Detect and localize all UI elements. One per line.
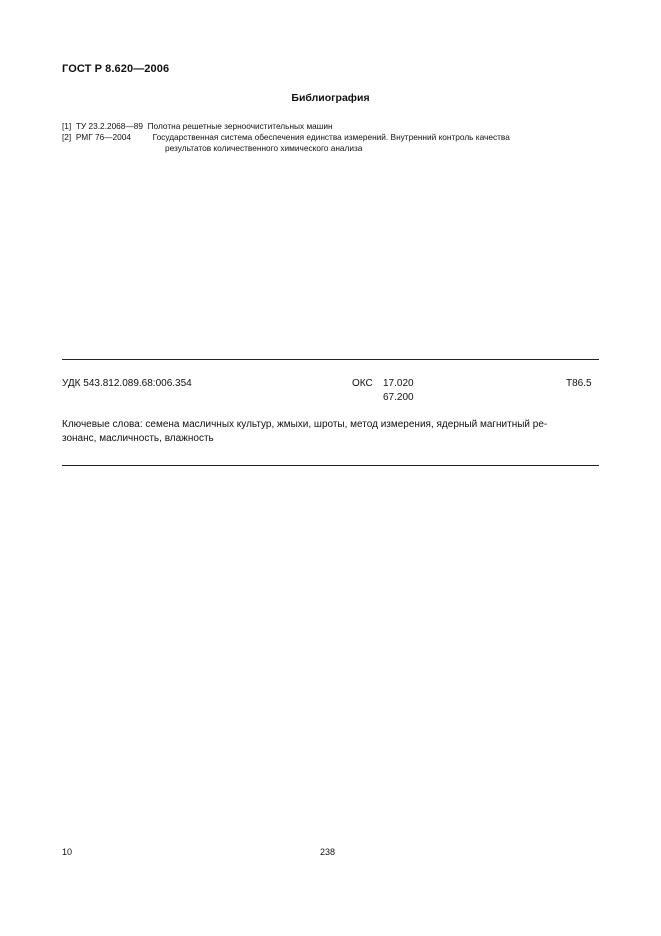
keywords-line-2: зонанс, масличность, влажность [62, 432, 214, 444]
keywords-line-1: Ключевые слова: семена масличных культур, жмыхи, шроты, метод измерения, ядерный магнитный ре- [62, 419, 548, 430]
bibliography-entry-2 [62, 132, 510, 143]
udk-code: УДК 543.812.089.68:006.354 [62, 378, 192, 389]
ref-title: Полотна решетные зерноочистительных машин [147, 121, 333, 131]
ref-number: [1] [62, 121, 72, 131]
oks-code-2: 67.200 [383, 392, 414, 403]
bibliography-entry-1 [62, 121, 333, 132]
oks-label: ОКС [352, 378, 373, 389]
t-classification-code: Т86.5 [566, 378, 592, 389]
ref-number: [2] [62, 132, 72, 142]
ref-title-continuation: результатов количественного химического анализа [165, 143, 363, 153]
keywords-block [62, 418, 602, 445]
divider-top [62, 359, 599, 360]
standard-header: ГОСТ Р 8.620—2006 [62, 63, 170, 75]
page-number: 10 [62, 847, 73, 857]
ref-code: ТУ 23.2.2068—89 [75, 121, 143, 131]
oks-code-1: 17.020 [383, 378, 414, 389]
divider-bottom [62, 465, 599, 466]
ref-code: РМГ 76—2004 [75, 132, 131, 142]
sheet-number: 238 [320, 847, 336, 857]
ref-title: Государственная система обеспечения единства измерений. Внутренний контроль качества [152, 132, 510, 142]
bibliography-title [0, 92, 661, 104]
bibliography-title-text: Библиография [291, 92, 370, 104]
